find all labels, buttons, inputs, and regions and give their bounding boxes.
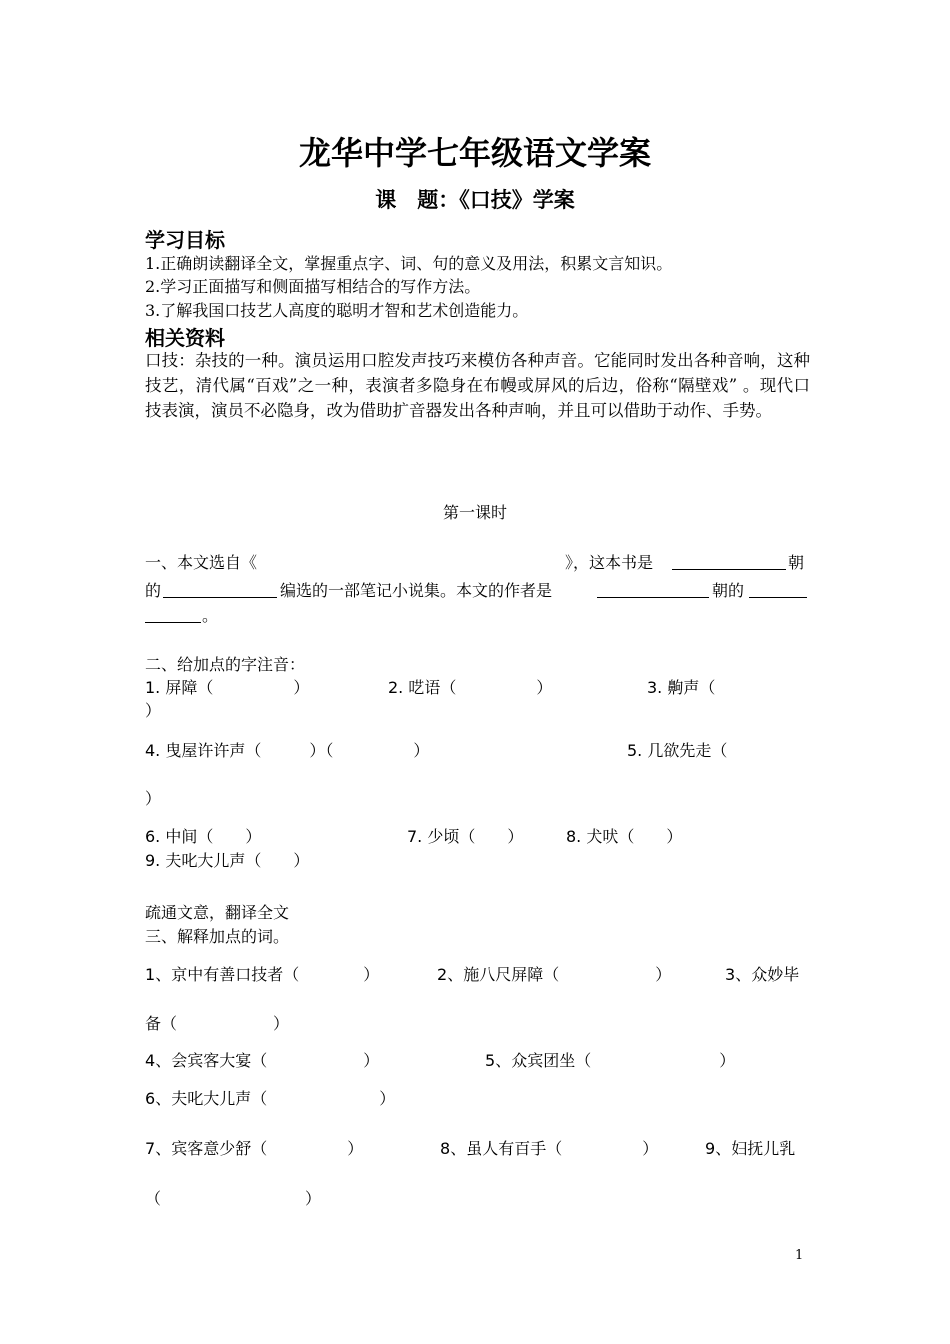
q3-item: 4、会宾客大宴（ ） [145,1051,380,1070]
goals-heading: 学习目标 [145,228,225,252]
lesson-subtitle: 课 题：《口技》学案 [375,188,575,212]
q1-part-f: 朝的 [712,581,745,600]
q1-part-b: 》，这本书是 [565,553,654,572]
q3-heading: 三、解释加点的词。 [145,927,290,946]
document-title: 龙华中学七年级语文学案 [298,134,651,172]
q1-part-a: 一、本文选自《 [145,553,258,572]
q2-item: 9. 夫叱大儿声（ ） [145,851,310,870]
resources-heading: 相关资料 [145,326,225,350]
q2-item: 7. 少顷（ ） [407,827,524,846]
q1-blank-author-cont[interactable] [145,605,201,623]
goal-item: 2.学习正面描写和侧面描写相结合的写作方法。 [145,277,481,296]
translate-label: 疏通文意，翻译全文 [145,903,290,922]
goal-item: 1.正确朗读翻译全文，掌握重点字、词、句的意义及用法，积累文言知识。 [145,254,673,273]
goal-item: 3.了解我国口技艺人高度的聪明才智和艺术创造能力。 [145,301,529,320]
page-number: 1 [795,1248,804,1263]
q2-item: 3. 齁声（ [647,678,716,697]
q3-item: 9、妇抚儿乳 [705,1139,796,1158]
q2-item-cont: ） [145,789,162,808]
resources-text: 口技：杂技的一种。演员运用口腔发声技巧来模仿各种声音。它能同时发出各种音响，这种技艺，清代属“百戏”之一种，表演者多隐身在布幔或屏风的后边，俗称“隔壁戏” 。现代口技表演，演员不必隐身，改为借助扩音器发出各种声响，并且可以借助于动作、手势。 [145,351,810,420]
q2-heading: 二、给加点的字注音： [145,655,306,674]
q3-item: 5、众宾团坐（ ） [485,1051,736,1070]
q1-blank-author[interactable] [749,580,807,598]
q3-item: 2、施八尺屏障（ ） [437,965,672,984]
q1-part-c: 朝 [788,553,805,572]
lesson-label: 第一课时 [442,503,507,522]
q3-item: 6、夫叱大儿声（ ） [145,1089,396,1108]
q1-blank-dynasty[interactable] [672,552,786,570]
q2-item: 1. 屏障（ ） [145,678,310,697]
q3-item: 7、宾客意少舒（ ） [145,1139,364,1158]
q2-item: 8. 犬吠（ ） [566,827,683,846]
q3-item: 3、众妙毕 [725,965,800,984]
q2-item-cont: ） [145,701,162,720]
q1-blank-author-dynasty[interactable] [597,580,709,598]
q2-item: 2. 呓语（ ） [388,678,553,697]
q3-item: 8、虽人有百手（ ） [440,1139,659,1158]
q1-part-g: 。 [202,606,219,625]
q1-blank-compiler[interactable] [163,580,277,598]
q1-part-e: 编选的一部笔记小说集。本文的作者是 [280,581,553,600]
q3-item: 1、京中有善口技者（ ） [145,965,380,984]
q1-part-d: 的 [145,581,162,600]
q3-item-cont: 备（ ） [145,1014,290,1033]
q2-item: 5. 几欲先走（ [627,741,728,760]
q2-item: 6. 中间（ ） [145,827,262,846]
q3-item-cont: （ ） [145,1189,322,1208]
q2-item: 4. 曳屋许许声（ ）（ ） [145,741,430,760]
